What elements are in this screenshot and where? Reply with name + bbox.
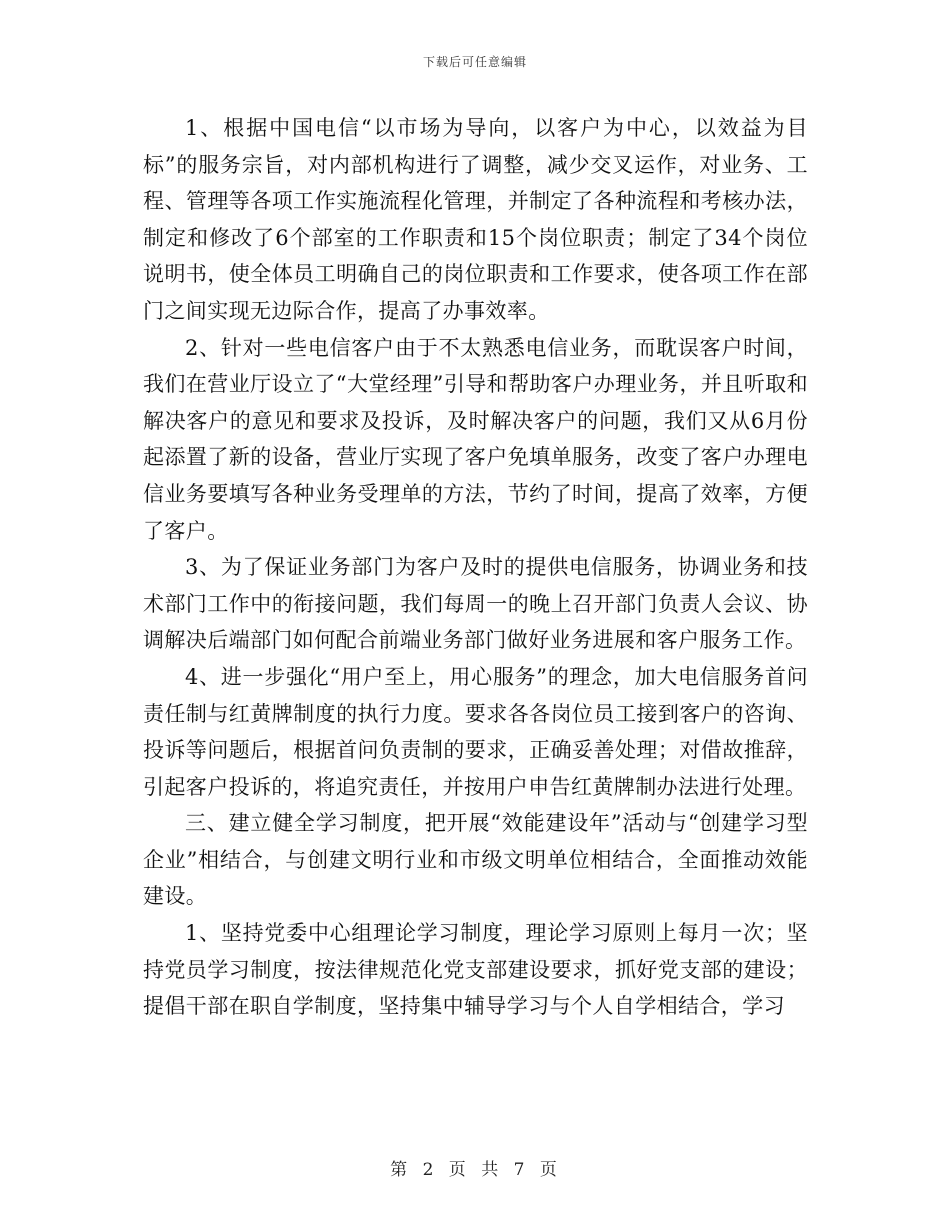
paragraph-4: 4、进一步强化“用户至上，用心服务”的理念，加大电信服务首问责任制与红黄牌制度的执行力度。要求各各岗位员工接到客户的咨询、投诉等问题后，根据首问负责制的要求，正确妥善处理；对借故推辞，引起客户投诉的，将追究责任，并按用户申告红黄牌制办法进行处理。 [143, 664, 808, 799]
page-header: 下载后可任意编辑 [422, 55, 527, 69]
paragraph-2: 2、针对一些电信客户由于不太熟悉电信业务，而耽误客户时间，我们在营业厅设立了“大堂经理”引导和帮助客户办理业务，并且听取和解决客户的意见和要求及投诉，及时解决客户的问题，我们又从6月份起添置了新的设备，营业厅实现了客户免填单服务，改变了客户办理电信业务要填写各种业务受理单的方法，节约了时间，提高了效率，方便了客户。 [143, 335, 808, 543]
paragraph-1: 1、根据中国电信“以市场为导向，以客户为中心，以效益为目标”的服务宗旨，对内部机构进行了调整，减少交叉运作，对业务、工程、管理等各项工作实施流程化管理，并制定了各种流程和考核办法，制定和修改了6个部室的工作职责和15个岗位职责；制定了34个岗位说明书，使全体员工明确自己的岗位职责和工作要求，使各项工作在部门之间实现无边际合作，提高了办事效率。 [143, 116, 808, 323]
paragraph-3: 3、为了保证业务部门为客户及时的提供电信服务，协调业务和技术部门工作中的衔接问题，我们每周一的晚上召开部门负责人会议、协调解决后端部门如何配合前端业务部门做好业务进展和客户服务工作。 [143, 555, 808, 653]
paragraph-5: 三、建立健全学习制度，把开展“效能建设年”活动与“创建学习型企业”相结合，与创建文明行业和市级文明单位相结合，全面推动效能建设。 [143, 811, 808, 909]
document-body [143, 110, 808, 1025]
paragraph-6: 1、坚持党委中心组理论学习制度，理论学习原则上每月一次；坚持党员学习制度，按法律规范化党支部建设要求，抓好党支部的建设；提倡干部在职自学制度，坚持集中辅导学习与个人自学相结合，学习 [143, 921, 808, 1019]
page-number-footer: 第 2 页 共 7 页 [390, 1160, 560, 1180]
